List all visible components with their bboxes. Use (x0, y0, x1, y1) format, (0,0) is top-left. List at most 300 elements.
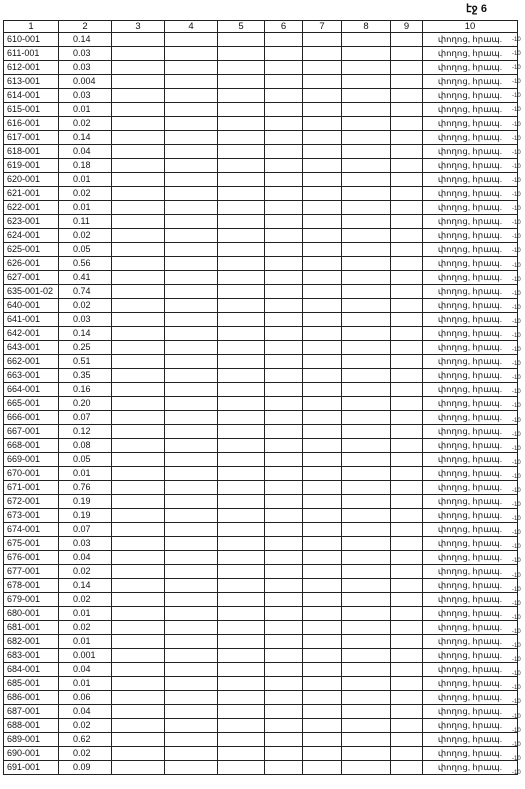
empty-cell-col-8 (342, 215, 391, 229)
parcel-code-cell: 667-001 (4, 425, 59, 439)
empty-cell-col-7 (303, 425, 342, 439)
empty-cell-col-9 (391, 173, 423, 187)
empty-cell-col-4 (165, 89, 218, 103)
empty-cell-col-7 (303, 551, 342, 565)
header-row (4, 21, 518, 33)
empty-cell-col-6 (265, 341, 303, 355)
empty-cell-col-9 (391, 733, 423, 747)
empty-cell-col-9 (391, 425, 423, 439)
margin-mark: -10 (512, 727, 521, 734)
empty-cell-col-6 (265, 145, 303, 159)
land-use-cell: փողոց, հրապ. (423, 551, 518, 565)
area-cell: 0.08 (59, 439, 112, 453)
table-row (4, 719, 518, 733)
empty-cell-col-3 (112, 747, 165, 761)
parcel-code-cell: 686-001 (4, 691, 59, 705)
column-header-7: 7 (303, 21, 342, 33)
empty-cell-col-8 (342, 747, 391, 761)
empty-cell-col-9 (391, 257, 423, 271)
empty-cell-col-5 (218, 677, 265, 691)
empty-cell-col-7 (303, 705, 342, 719)
table-row (4, 761, 518, 775)
empty-cell-col-4 (165, 719, 218, 733)
parcel-code-cell: 687-001 (4, 705, 59, 719)
page-number-label: էջ 6 (466, 3, 487, 15)
empty-cell-col-4 (165, 677, 218, 691)
table-row (4, 705, 518, 719)
empty-cell-col-5 (218, 47, 265, 61)
empty-cell-col-3 (112, 271, 165, 285)
parcel-code-cell: 643-001 (4, 341, 59, 355)
empty-cell-col-3 (112, 523, 165, 537)
empty-cell-col-4 (165, 537, 218, 551)
parcel-code-cell: 684-001 (4, 663, 59, 677)
area-cell: 0.07 (59, 523, 112, 537)
area-cell: 0.14 (59, 579, 112, 593)
parcel-code-cell: 642-001 (4, 327, 59, 341)
land-use-cell: փողոց, հրապ. (423, 243, 518, 257)
land-use-cell: փողոց, հրապ. (423, 663, 518, 677)
area-cell: 0.004 (59, 75, 112, 89)
empty-cell-col-9 (391, 383, 423, 397)
empty-cell-col-4 (165, 215, 218, 229)
margin-mark: -10 (512, 192, 521, 199)
empty-cell-col-9 (391, 691, 423, 705)
table-row (4, 453, 518, 467)
empty-cell-col-8 (342, 691, 391, 705)
table-row (4, 537, 518, 551)
parcel-code-cell: 641-001 (4, 313, 59, 327)
empty-cell-col-7 (303, 467, 342, 481)
empty-cell-col-8 (342, 187, 391, 201)
empty-cell-col-3 (112, 621, 165, 635)
column-header-1: 1 (4, 21, 59, 33)
empty-cell-col-6 (265, 201, 303, 215)
empty-cell-col-4 (165, 173, 218, 187)
empty-cell-col-5 (218, 89, 265, 103)
table-row (4, 551, 518, 565)
land-use-cell: փողոց, հրապ. (423, 285, 518, 299)
column-header-2: 2 (59, 21, 112, 33)
empty-cell-col-5 (218, 425, 265, 439)
column-header-5: 5 (218, 21, 265, 33)
parcel-code-cell: 617-001 (4, 131, 59, 145)
parcel-code-cell: 689-001 (4, 733, 59, 747)
empty-cell-col-6 (265, 565, 303, 579)
table-row (4, 33, 518, 47)
empty-cell-col-3 (112, 215, 165, 229)
table-row (4, 271, 518, 285)
empty-cell-col-9 (391, 509, 423, 523)
empty-cell-col-3 (112, 173, 165, 187)
empty-cell-col-7 (303, 635, 342, 649)
empty-cell-col-9 (391, 705, 423, 719)
area-cell: 0.01 (59, 607, 112, 621)
empty-cell-col-8 (342, 47, 391, 61)
empty-cell-col-5 (218, 215, 265, 229)
table-row (4, 229, 518, 243)
margin-mark: -10 (512, 699, 521, 706)
empty-cell-col-5 (218, 285, 265, 299)
empty-cell-col-5 (218, 369, 265, 383)
empty-cell-col-3 (112, 201, 165, 215)
empty-cell-col-4 (165, 607, 218, 621)
empty-cell-col-6 (265, 523, 303, 537)
empty-cell-col-4 (165, 705, 218, 719)
empty-cell-col-7 (303, 677, 342, 691)
margin-mark: -10 (512, 206, 521, 213)
empty-cell-col-3 (112, 593, 165, 607)
land-use-cell: փողոց, հրապ. (423, 621, 518, 635)
area-cell: 0.02 (59, 187, 112, 201)
empty-cell-col-7 (303, 229, 342, 243)
empty-cell-col-8 (342, 89, 391, 103)
parcel-code-cell: 674-001 (4, 523, 59, 537)
empty-cell-col-4 (165, 187, 218, 201)
empty-cell-col-8 (342, 397, 391, 411)
parcel-code-cell: 663-001 (4, 369, 59, 383)
empty-cell-col-6 (265, 425, 303, 439)
empty-cell-col-9 (391, 467, 423, 481)
empty-cell-col-8 (342, 33, 391, 47)
table-row (4, 649, 518, 663)
empty-cell-col-7 (303, 215, 342, 229)
land-use-cell: փողոց, հրապ. (423, 33, 518, 47)
area-cell: 0.76 (59, 481, 112, 495)
margin-mark: -10 (512, 304, 521, 311)
table-row (4, 173, 518, 187)
margin-mark: -10 (512, 51, 521, 58)
parcel-code-cell: 685-001 (4, 677, 59, 691)
empty-cell-col-8 (342, 145, 391, 159)
parcel-code-cell: 682-001 (4, 635, 59, 649)
empty-cell-col-6 (265, 173, 303, 187)
empty-cell-col-5 (218, 691, 265, 705)
empty-cell-col-6 (265, 411, 303, 425)
empty-cell-col-8 (342, 285, 391, 299)
empty-cell-col-4 (165, 47, 218, 61)
land-use-cell: փողոց, հրապ. (423, 607, 518, 621)
empty-cell-col-8 (342, 257, 391, 271)
empty-cell-col-8 (342, 439, 391, 453)
empty-cell-col-8 (342, 355, 391, 369)
area-cell: 0.02 (59, 117, 112, 131)
empty-cell-col-5 (218, 159, 265, 173)
area-cell: 0.01 (59, 467, 112, 481)
empty-cell-col-5 (218, 271, 265, 285)
margin-mark: -10 (512, 79, 521, 86)
table-row (4, 481, 518, 495)
empty-cell-col-6 (265, 243, 303, 257)
empty-cell-col-6 (265, 691, 303, 705)
empty-cell-col-9 (391, 33, 423, 47)
table-row (4, 607, 518, 621)
parcel-code-cell: 635-001-02 (4, 285, 59, 299)
empty-cell-col-5 (218, 243, 265, 257)
empty-cell-col-6 (265, 313, 303, 327)
empty-cell-col-6 (265, 33, 303, 47)
parcel-code-cell: 680-001 (4, 607, 59, 621)
land-use-cell: փողոց, հրապ. (423, 103, 518, 117)
empty-cell-col-8 (342, 173, 391, 187)
empty-cell-col-4 (165, 369, 218, 383)
table-row (4, 593, 518, 607)
empty-cell-col-6 (265, 621, 303, 635)
empty-cell-col-5 (218, 61, 265, 75)
empty-cell-col-9 (391, 327, 423, 341)
area-cell: 0.02 (59, 229, 112, 243)
area-cell: 0.16 (59, 383, 112, 397)
column-header-3: 3 (112, 21, 165, 33)
margin-mark: -10 (512, 713, 521, 720)
empty-cell-col-5 (218, 495, 265, 509)
land-use-cell: փողոց, հրապ. (423, 677, 518, 691)
margin-mark: -10 (512, 276, 521, 283)
margin-mark: -10 (512, 389, 521, 396)
margin-mark: -10 (512, 163, 521, 170)
empty-cell-col-9 (391, 453, 423, 467)
empty-cell-col-4 (165, 579, 218, 593)
parcel-code-cell: 678-001 (4, 579, 59, 593)
empty-cell-col-9 (391, 551, 423, 565)
margin-mark: -10 (512, 459, 521, 466)
empty-cell-col-4 (165, 621, 218, 635)
empty-cell-col-9 (391, 75, 423, 89)
parcel-code-cell: 691-001 (4, 761, 59, 775)
empty-cell-col-7 (303, 33, 342, 47)
empty-cell-col-8 (342, 341, 391, 355)
empty-cell-col-4 (165, 397, 218, 411)
empty-cell-col-8 (342, 481, 391, 495)
area-cell: 0.001 (59, 649, 112, 663)
area-cell: 0.74 (59, 285, 112, 299)
empty-cell-col-7 (303, 495, 342, 509)
parcel-code-cell: 622-001 (4, 201, 59, 215)
area-cell: 0.03 (59, 61, 112, 75)
empty-cell-col-8 (342, 299, 391, 313)
empty-cell-col-9 (391, 523, 423, 537)
area-cell: 0.04 (59, 145, 112, 159)
empty-cell-col-4 (165, 201, 218, 215)
table-row (4, 47, 518, 61)
land-use-cell: փողոց, հրապ. (423, 229, 518, 243)
area-cell: 0.01 (59, 103, 112, 117)
empty-cell-col-3 (112, 47, 165, 61)
empty-cell-col-3 (112, 145, 165, 159)
empty-cell-col-4 (165, 313, 218, 327)
area-cell: 0.02 (59, 621, 112, 635)
parcel-code-cell: 625-001 (4, 243, 59, 257)
empty-cell-col-5 (218, 187, 265, 201)
empty-cell-col-7 (303, 117, 342, 131)
area-cell: 0.02 (59, 747, 112, 761)
table-row (4, 425, 518, 439)
empty-cell-col-7 (303, 145, 342, 159)
land-use-cell: փողոց, հրապ. (423, 425, 518, 439)
empty-cell-col-3 (112, 159, 165, 173)
margin-mark: -10 (512, 262, 521, 269)
empty-cell-col-4 (165, 131, 218, 145)
empty-cell-col-8 (342, 313, 391, 327)
empty-cell-col-6 (265, 397, 303, 411)
empty-cell-col-8 (342, 565, 391, 579)
area-cell: 0.51 (59, 355, 112, 369)
empty-cell-col-7 (303, 341, 342, 355)
margin-mark: -10 (512, 473, 521, 480)
table-row (4, 691, 518, 705)
margin-mark: -10 (512, 290, 521, 297)
empty-cell-col-7 (303, 299, 342, 313)
empty-cell-col-9 (391, 61, 423, 75)
empty-cell-col-6 (265, 299, 303, 313)
empty-cell-col-8 (342, 621, 391, 635)
empty-cell-col-5 (218, 103, 265, 117)
land-use-cell: փողոց, հրապ. (423, 369, 518, 383)
parcel-code-cell: 623-001 (4, 215, 59, 229)
table-body (4, 33, 518, 775)
empty-cell-col-3 (112, 691, 165, 705)
empty-cell-col-6 (265, 229, 303, 243)
empty-cell-col-9 (391, 285, 423, 299)
table-row (4, 621, 518, 635)
margin-mark: -10 (512, 220, 521, 227)
empty-cell-col-3 (112, 579, 165, 593)
empty-cell-col-5 (218, 313, 265, 327)
area-cell: 0.18 (59, 159, 112, 173)
empty-cell-col-7 (303, 509, 342, 523)
empty-cell-col-4 (165, 663, 218, 677)
empty-cell-col-5 (218, 229, 265, 243)
area-cell: 0.41 (59, 271, 112, 285)
empty-cell-col-5 (218, 579, 265, 593)
margin-mark: -10 (512, 614, 521, 621)
empty-cell-col-7 (303, 285, 342, 299)
empty-cell-col-9 (391, 593, 423, 607)
land-use-cell: փողոց, հրապ. (423, 159, 518, 173)
empty-cell-col-5 (218, 621, 265, 635)
area-cell: 0.03 (59, 89, 112, 103)
empty-cell-col-5 (218, 145, 265, 159)
empty-cell-col-7 (303, 383, 342, 397)
empty-cell-col-6 (265, 649, 303, 663)
empty-cell-col-9 (391, 719, 423, 733)
empty-cell-col-5 (218, 565, 265, 579)
empty-cell-col-7 (303, 439, 342, 453)
land-use-cell: փողոց, հրապ. (423, 705, 518, 719)
empty-cell-col-8 (342, 61, 391, 75)
margin-mark: -10 (512, 769, 521, 776)
empty-cell-col-7 (303, 159, 342, 173)
land-use-cell: փողոց, հրապ. (423, 453, 518, 467)
empty-cell-col-3 (112, 61, 165, 75)
empty-cell-col-7 (303, 369, 342, 383)
table-row (4, 663, 518, 677)
empty-cell-col-4 (165, 439, 218, 453)
empty-cell-col-3 (112, 467, 165, 481)
empty-cell-col-8 (342, 649, 391, 663)
empty-cell-col-8 (342, 551, 391, 565)
empty-cell-col-4 (165, 383, 218, 397)
margin-mark: -10 (512, 347, 521, 354)
empty-cell-col-7 (303, 523, 342, 537)
land-use-cell: փողոց, հրապ. (423, 75, 518, 89)
empty-cell-col-6 (265, 75, 303, 89)
margin-mark: -10 (512, 177, 521, 184)
area-cell: 0.02 (59, 719, 112, 733)
table-row (4, 145, 518, 159)
empty-cell-col-7 (303, 579, 342, 593)
empty-cell-col-9 (391, 229, 423, 243)
empty-cell-col-8 (342, 523, 391, 537)
empty-cell-col-5 (218, 383, 265, 397)
table-row (4, 341, 518, 355)
margin-mark: -10 (512, 600, 521, 607)
empty-cell-col-9 (391, 103, 423, 117)
empty-cell-col-6 (265, 733, 303, 747)
empty-cell-col-8 (342, 467, 391, 481)
area-cell: 0.07 (59, 411, 112, 425)
empty-cell-col-4 (165, 761, 218, 775)
empty-cell-col-6 (265, 117, 303, 131)
margin-mark: -10 (512, 318, 521, 325)
empty-cell-col-8 (342, 131, 391, 145)
empty-cell-col-7 (303, 89, 342, 103)
empty-cell-col-8 (342, 677, 391, 691)
empty-cell-col-7 (303, 537, 342, 551)
empty-cell-col-3 (112, 439, 165, 453)
empty-cell-col-6 (265, 509, 303, 523)
margin-mark: -10 (512, 530, 521, 537)
empty-cell-col-4 (165, 75, 218, 89)
area-cell: 0.20 (59, 397, 112, 411)
empty-cell-col-9 (391, 355, 423, 369)
empty-cell-col-8 (342, 383, 391, 397)
empty-cell-col-5 (218, 439, 265, 453)
empty-cell-col-3 (112, 565, 165, 579)
empty-cell-col-7 (303, 649, 342, 663)
empty-cell-col-3 (112, 327, 165, 341)
empty-cell-col-8 (342, 761, 391, 775)
empty-cell-col-4 (165, 467, 218, 481)
empty-cell-col-3 (112, 719, 165, 733)
land-use-cell: փողոց, հրապ. (423, 579, 518, 593)
empty-cell-col-6 (265, 271, 303, 285)
margin-mark: -10 (512, 248, 521, 255)
empty-cell-col-9 (391, 145, 423, 159)
land-use-cell: փողոց, հրապ. (423, 509, 518, 523)
empty-cell-col-3 (112, 285, 165, 299)
empty-cell-col-8 (342, 327, 391, 341)
land-use-cell: փողոց, հրապ. (423, 593, 518, 607)
table-row (4, 313, 518, 327)
empty-cell-col-9 (391, 369, 423, 383)
land-use-cell: փողոց, հրապ. (423, 117, 518, 131)
empty-cell-col-7 (303, 173, 342, 187)
empty-cell-col-5 (218, 607, 265, 621)
margin-mark: -10 (512, 657, 521, 664)
empty-cell-col-3 (112, 635, 165, 649)
empty-cell-col-9 (391, 243, 423, 257)
empty-cell-col-6 (265, 747, 303, 761)
area-cell: 0.01 (59, 677, 112, 691)
empty-cell-col-5 (218, 733, 265, 747)
parcel-code-cell: 611-001 (4, 47, 59, 61)
empty-cell-col-6 (265, 355, 303, 369)
empty-cell-col-6 (265, 103, 303, 117)
parcel-code-cell: 616-001 (4, 117, 59, 131)
empty-cell-col-9 (391, 187, 423, 201)
table-row (4, 75, 518, 89)
